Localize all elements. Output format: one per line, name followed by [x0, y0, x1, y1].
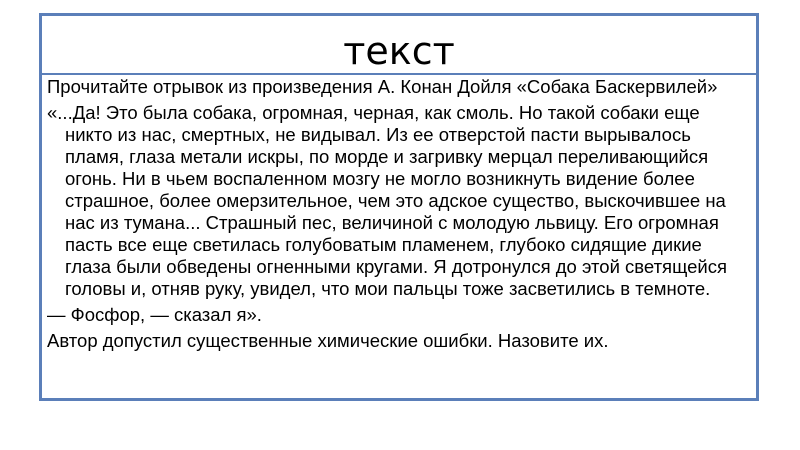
title-box: [42, 16, 756, 75]
excerpt-ending-paragraph: — Фосфор, — сказал я».: [47, 304, 262, 325]
excerpt-paragraph: «...Да! Это была собака, огромная, черная, как смоль. Но такой собаки еще никто из нас, смертных, не видывал. Из ее отверстой пасти вырывалось пламя, глаза метали искры, по морде и загривку мерцал переливающийся огонь. Ни в чьем воспаленном мозгу не могло возникнуть видение более страшное, более омерзительное, чем это адское существо, выскочившее на нас из тумана... Страшный пес, величиной с молодую львицу. Его огромная пасть все еще светилась голубоватым пламенем, глубоко сидящие дикие глаза были обведены огненными кругами. Я дотронулся до этой светящейся головы и, отняв руку, увидел, что мои пальцы тоже засветились в темноте.: [47, 102, 727, 299]
slide-frame: [39, 13, 759, 401]
slide-content: [47, 76, 746, 352]
slide-title: текст: [343, 29, 455, 73]
question-paragraph: Автор допустил существенные химические ошибки. Назовите их.: [47, 330, 609, 351]
instruction-paragraph: Прочитайте отрывок из произведения А. Конан Дойля «Собака Баскервилей»: [47, 76, 718, 97]
